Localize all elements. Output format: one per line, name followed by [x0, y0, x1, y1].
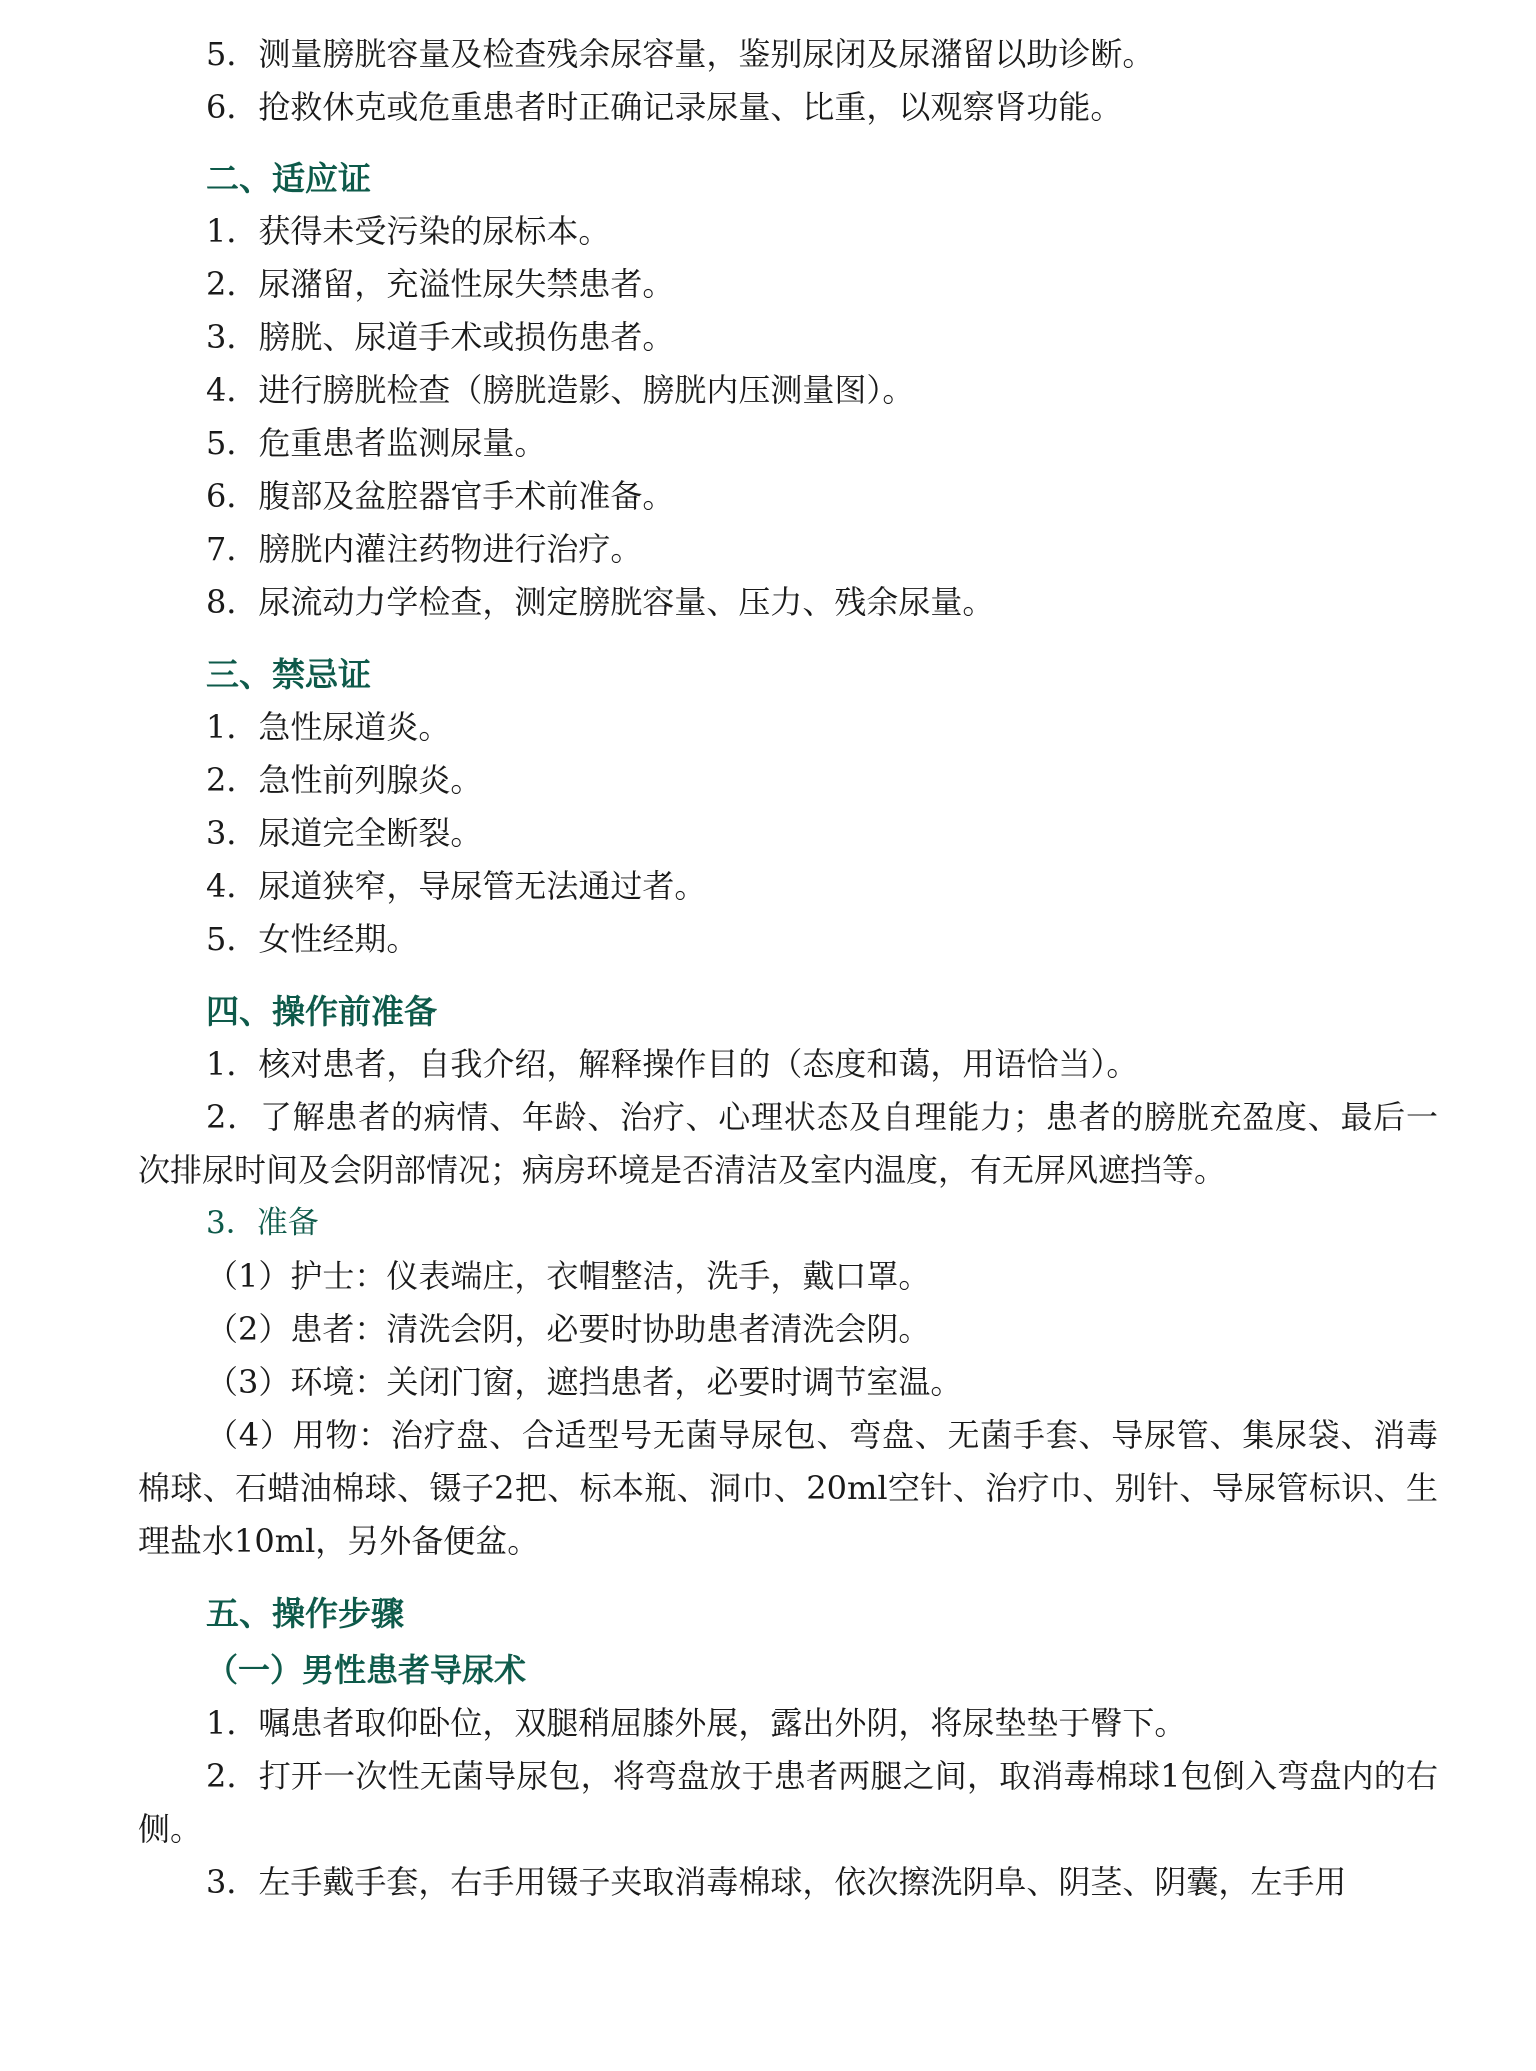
contraindication-item: 3．尿道完全断裂。	[206, 814, 483, 852]
preparation-sub-item: （2）患者：清洗会阴，必要时协助患者清洗会阴。	[206, 1310, 931, 1348]
steps-subheading-male: （一）男性患者导尿术	[206, 1651, 527, 1689]
preparation-sub-item: （1）护士：仪表端庄，衣帽整洁，洗手，戴口罩。	[206, 1257, 931, 1295]
section-heading-contraindications: 三、禁忌证	[206, 655, 371, 694]
section-heading-preparation: 四、操作前准备	[206, 992, 437, 1031]
section-heading-steps: 五、操作步骤	[206, 1594, 404, 1633]
contraindication-item: 1．急性尿道炎。	[206, 708, 451, 746]
indication-item: 7．膀胱内灌注药物进行治疗。	[206, 530, 643, 568]
step-item: 2．打开一次性无菌导尿包，将弯盘放于患者两腿之间，取消毒棉球1包倒入弯盘内的右侧。	[138, 1757, 1438, 1848]
indication-item: 2．尿潴留，充溢性尿失禁患者。	[206, 265, 675, 303]
preparation-subheading: 3．准备	[206, 1205, 319, 1241]
indication-item: 6．腹部及盆腔器官手术前准备。	[206, 477, 675, 515]
purpose-item: 5．测量膀胱容量及检查残余尿容量，鉴别尿闭及尿潴留以助诊断。	[206, 35, 1155, 73]
indication-item: 5．危重患者监测尿量。	[206, 424, 547, 462]
contraindication-item: 5．女性经期。	[206, 920, 419, 958]
purpose-item: 6．抢救休克或危重患者时正确记录尿量、比重，以观察肾功能。	[206, 88, 1123, 126]
preparation-sub-item: （4）用物：治疗盘、合适型号无菌导尿包、弯盘、无菌手套、导尿管、集尿袋、消毒棉球、石蜡油棉球、镊子2把、标本瓶、洞巾、20ml空针、治疗巾、别针、导尿管标识、生理盐水10ml，另外备便盆。	[138, 1416, 1438, 1560]
contraindication-item: 4．尿道狭窄，导尿管无法通过者。	[206, 867, 707, 905]
section-heading-indications: 二、适应证	[206, 159, 371, 198]
preparation-sub-item: （3）环境：关闭门窗，遮挡患者，必要时调节室温。	[206, 1363, 963, 1401]
preparation-item: 2．了解患者的病情、年龄、治疗、心理状态及自理能力；患者的膀胱充盈度、最后一次排尿时间及会阴部情况；病房环境是否清洁及室内温度，有无屏风遮挡等。	[138, 1098, 1438, 1189]
step-item: 1．嘱患者取仰卧位，双腿稍屈膝外展，露出外阴，将尿垫垫于臀下。	[206, 1704, 1187, 1742]
preparation-item: 1．核对患者，自我介绍，解释操作目的（态度和蔼，用语恰当）。	[206, 1045, 1139, 1083]
indication-item: 3．膀胱、尿道手术或损伤患者。	[206, 318, 675, 356]
indication-item: 4．进行膀胱检查（膀胱造影、膀胱内压测量图）。	[206, 371, 915, 409]
step-item: 3．左手戴手套，右手用镊子夹取消毒棉球，依次擦洗阴阜、阴茎、阴囊，左手用	[206, 1863, 1347, 1901]
indication-item: 8．尿流动力学检查，测定膀胱容量、压力、残余尿量。	[206, 583, 995, 621]
contraindication-item: 2．急性前列腺炎。	[206, 761, 483, 799]
document-page	[138, 28, 1438, 1909]
indication-item: 1．获得未受污染的尿标本。	[206, 212, 611, 250]
